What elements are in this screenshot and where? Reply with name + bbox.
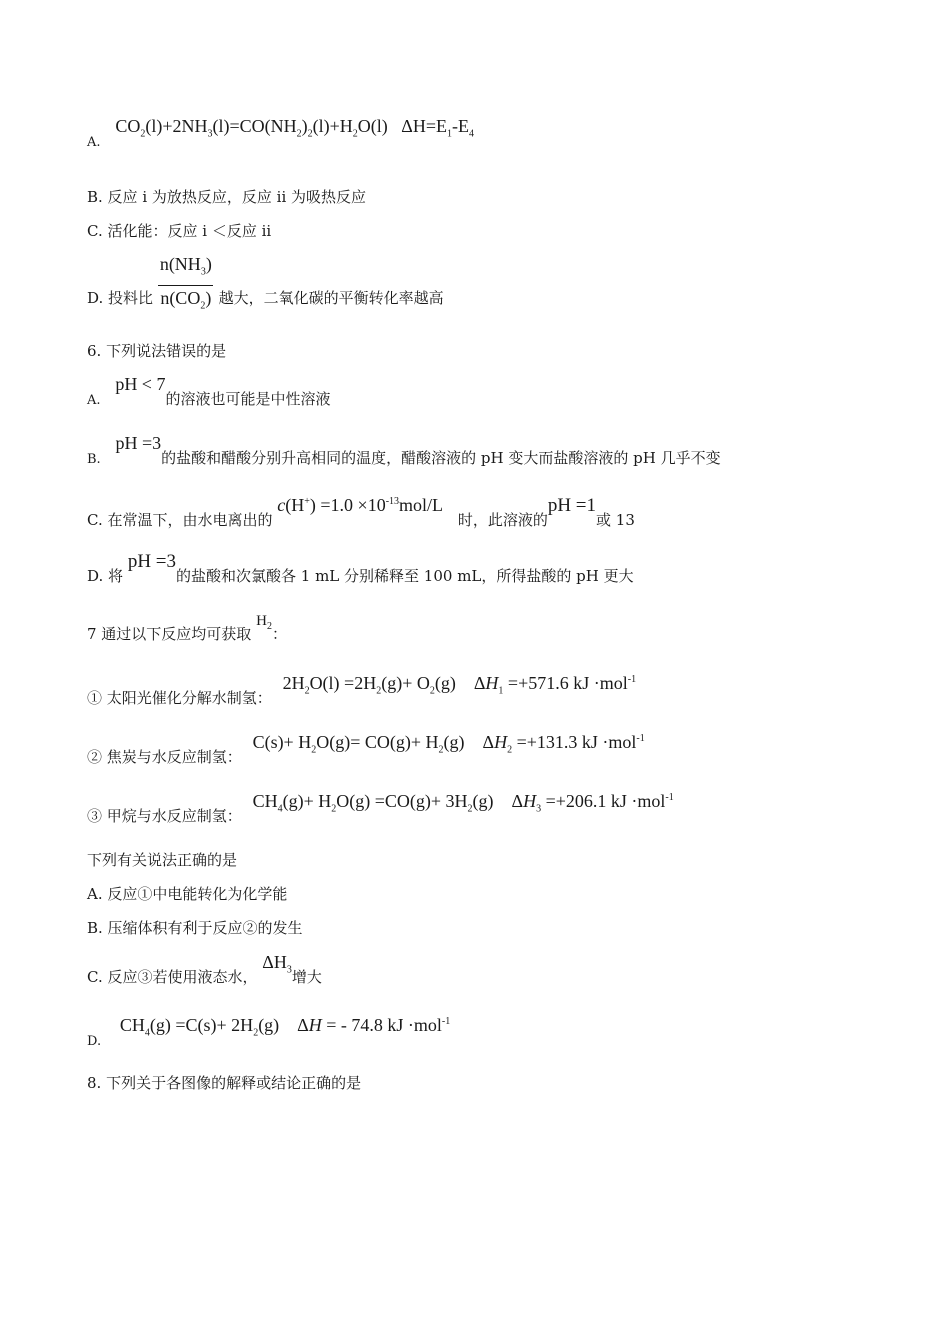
q7-reaction-3 xyxy=(87,791,674,834)
q7-reaction-1-label: ① 太阳光催化分解水制氢： xyxy=(87,689,272,707)
q6-option-b-math: pH =3 xyxy=(115,433,162,453)
q7-option-a: A. 反应①中电能转化为化学能 xyxy=(87,885,288,903)
q6-option-c-tail: 或 13 xyxy=(596,511,635,529)
q7-reaction-2-equation: $C(s)+ H_2O(g)= CO(g)+ H_2(g)$ $\Delta H_2 =+131.3$ kJ ·mol$^{-1}$ xyxy=(252,732,645,756)
q7-option-c xyxy=(87,952,322,995)
q7-reaction-2 xyxy=(87,732,645,775)
q6-option-b xyxy=(87,433,721,470)
q7-stem-text: 7 通过以下反应均可获取 xyxy=(87,625,252,643)
q7-option-b: B. 压缩体积有利于反应②的发生 xyxy=(87,919,303,937)
q5-option-c: C. 活化能：反应 i ＜反应 ii xyxy=(87,222,272,240)
q7-sub-stem: 下列有关说法正确的是 xyxy=(87,851,238,869)
q8-stem: 8. 下列关于各图像的解释或结论正确的是 xyxy=(87,1074,362,1092)
q7-option-d-equation: $CH_4(g) =C(s)+ 2H_2(g)$ ΔH = - 74.8 kJ ·mol$^{-1}$ xyxy=(119,1015,451,1039)
q7-option-c-math: $\Delta H_3$ xyxy=(262,952,292,976)
q5-option-d-numerator: $n(NH_3)$ xyxy=(159,254,212,278)
q6-option-d xyxy=(87,551,634,586)
q6-option-d-text: 的盐酸和次氯酸各 1 mL 分别稀释至 100 mL，所得盐酸的 pH 更大 xyxy=(176,567,634,585)
q6-option-a xyxy=(87,374,331,411)
q6-option-a-text: 的溶液也可能是中性溶液 xyxy=(165,390,331,408)
q5-option-d-label: D. 投料比 xyxy=(87,289,154,308)
q7-reaction-3-label: ③ 甲烷与水反应制氢： xyxy=(87,807,242,825)
q7-option-c-label: C. 反应③若使用液态水， xyxy=(87,968,258,986)
q5-option-d xyxy=(87,254,444,316)
q5-option-d-ratio xyxy=(158,254,214,316)
q6-option-d-math: pH =3 xyxy=(127,551,176,572)
q5-option-a xyxy=(87,116,474,159)
q6-option-c-label: C. 在常温下，由水电离出的 xyxy=(87,511,273,529)
q6-option-b-text: 的盐酸和醋酸分别升高相同的温度，醋酸溶液的 pH 变大而盐酸溶液的 pH 几乎不变 xyxy=(161,449,721,467)
q7-option-d-label: D. xyxy=(87,1034,102,1049)
q7-option-c-tail: 增大 xyxy=(291,968,322,986)
q5-option-d-denominator: $n(CO_2)$ xyxy=(158,285,213,317)
q6-option-c-math2: pH =1 xyxy=(547,495,597,516)
q5-option-d-tail: 越大，二氧化碳的平衡转化率越高 xyxy=(218,289,444,308)
q5-option-b: B. 反应 i 为放热反应，反应 ii 为吸热反应 xyxy=(87,188,367,206)
q6-option-a-math: pH < 7 xyxy=(115,374,166,394)
q7-reaction-1 xyxy=(87,673,637,716)
q6-option-d-label: D. 将 xyxy=(87,567,124,585)
q6-stem: 6. 下列说法错误的是 xyxy=(87,342,227,360)
q6-option-c xyxy=(87,495,635,530)
q6-option-a-label: A. xyxy=(87,393,101,408)
q7-stem xyxy=(87,613,287,651)
q7-stem-tail: ： xyxy=(271,625,287,643)
q7-stem-math: $H_2$ xyxy=(256,613,272,632)
q7-option-d xyxy=(87,1015,451,1058)
q5-option-a-equation: $CO_2(l)+2NH_3(l)=CO(NH_2)_2(l)+H_2O(l)$ $\Delta H=E_1-E_4$ xyxy=(115,116,474,140)
q6-option-c-mid: 时，此溶液的 xyxy=(453,511,548,529)
q7-reaction-1-equation: $2H_2O(l) =2H_2(g)+ O_2(g)$ $\Delta H_1 =+571.6$ kJ ·mol$^{-1}$ xyxy=(282,673,637,697)
q6-option-c-math: $c(H^+) =1.0 \times 10^{-13}mol/L$ xyxy=(277,495,444,515)
q6-option-b-label: B. xyxy=(87,452,101,467)
q7-reaction-2-label: ② 焦炭与水反应制氢： xyxy=(87,748,242,766)
q5-option-a-label: A. xyxy=(87,135,101,150)
q7-reaction-3-equation: $CH_4(g)+ H_2O(g) =CO(g)+ 3H_2(g)$ $\Delta H_3 =+206.1$ kJ ·mol$^{-1}$ xyxy=(252,791,674,815)
